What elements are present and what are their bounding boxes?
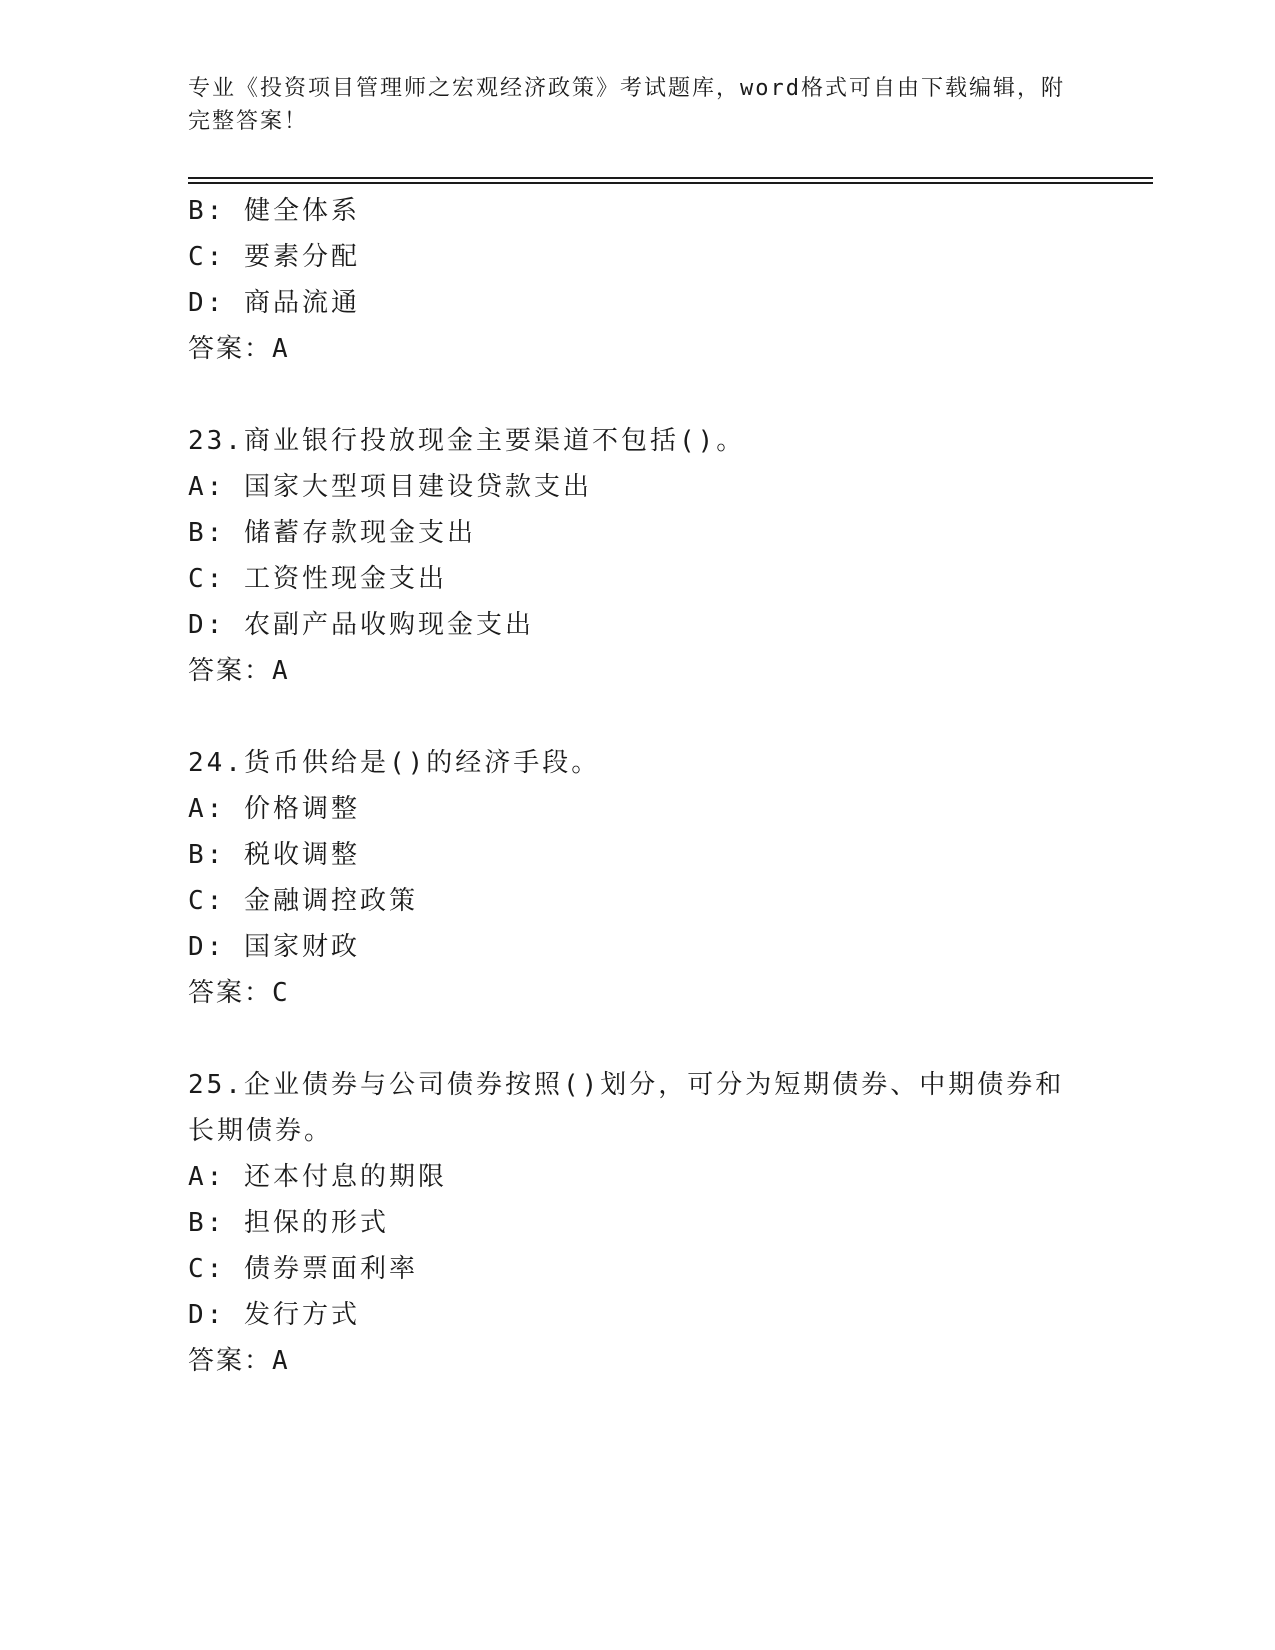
option-text: 担保的形式 <box>243 1208 389 1238</box>
option-text: 还本付息的期限 <box>243 1162 447 1192</box>
question-stem: 24.货币供给是()的经济手段。 <box>188 748 601 778</box>
option-label: B: <box>188 840 226 870</box>
option-text: 税收调整 <box>243 840 360 870</box>
answer-line <box>188 1338 1088 1384</box>
option-label: C: <box>188 564 226 594</box>
answer-value: A <box>272 656 291 686</box>
question-block-25 <box>188 1062 1088 1384</box>
answer-value: A <box>272 334 291 364</box>
option-c <box>188 1246 1088 1292</box>
spacer <box>188 694 1088 740</box>
question-stem: 23.商业银行投放现金主要渠道不包括()。 <box>188 426 746 456</box>
option-a <box>188 464 1088 510</box>
option-label: B: <box>188 1208 226 1238</box>
option-label: D: <box>188 610 226 640</box>
option-label: D: <box>188 288 226 318</box>
option-b <box>188 1200 1088 1246</box>
question-stem: 25.企业债券与公司债券按照()划分，可分为短期债券、中期债券和长期债券。 <box>188 1070 1065 1146</box>
option-text: 要素分配 <box>243 242 360 272</box>
option-d <box>188 602 1088 648</box>
option-label: D: <box>188 932 226 962</box>
question-list <box>188 188 1088 1384</box>
option-text: 发行方式 <box>243 1300 360 1330</box>
option-label: C: <box>188 242 226 272</box>
header-divider-top <box>188 177 1153 179</box>
option-text: 健全体系 <box>243 196 360 226</box>
option-label: B: <box>188 518 226 548</box>
question-block-23 <box>188 418 1088 694</box>
question-block-24 <box>188 740 1088 1016</box>
option-d <box>188 280 1088 326</box>
option-text: 国家大型项目建设贷款支出 <box>243 472 592 502</box>
answer-value: C <box>272 978 291 1008</box>
answer-line <box>188 326 1088 372</box>
answer-line <box>188 970 1088 1016</box>
document-header <box>188 72 1068 138</box>
option-text: 商品流通 <box>243 288 360 318</box>
answer-label: 答案： <box>188 1346 273 1376</box>
option-text: 价格调整 <box>243 794 360 824</box>
answer-label: 答案： <box>188 978 273 1008</box>
option-c <box>188 878 1088 924</box>
header-intro-text: 专业《投资项目管理师之宏观经济政策》考试题库，word格式可自由下载编辑，附完整答案！ <box>188 76 1065 134</box>
option-d <box>188 1292 1088 1338</box>
option-text: 工资性现金支出 <box>243 564 447 594</box>
option-c <box>188 556 1088 602</box>
option-text: 储蓄存款现金支出 <box>243 518 476 548</box>
spacer <box>188 372 1088 418</box>
answer-label: 答案： <box>188 656 273 686</box>
option-b <box>188 188 1088 234</box>
option-label: D: <box>188 1300 226 1330</box>
option-label: A: <box>188 794 226 824</box>
option-text: 债券票面利率 <box>243 1254 418 1284</box>
spacer <box>188 1016 1088 1062</box>
option-text: 农副产品收购现金支出 <box>243 610 534 640</box>
option-text: 金融调控政策 <box>243 886 418 916</box>
header-divider-bottom <box>188 182 1153 184</box>
option-c <box>188 234 1088 280</box>
option-label: A: <box>188 472 226 502</box>
option-a <box>188 1154 1088 1200</box>
option-text: 国家财政 <box>243 932 360 962</box>
question-block-partial <box>188 188 1088 372</box>
option-a <box>188 786 1088 832</box>
option-d <box>188 924 1088 970</box>
option-label: B: <box>188 196 226 226</box>
option-b <box>188 832 1088 878</box>
answer-label: 答案： <box>188 334 273 364</box>
option-label: A: <box>188 1162 226 1192</box>
answer-value: A <box>272 1346 291 1376</box>
option-b <box>188 510 1088 556</box>
option-label: C: <box>188 886 226 916</box>
option-label: C: <box>188 1254 226 1284</box>
answer-line <box>188 648 1088 694</box>
